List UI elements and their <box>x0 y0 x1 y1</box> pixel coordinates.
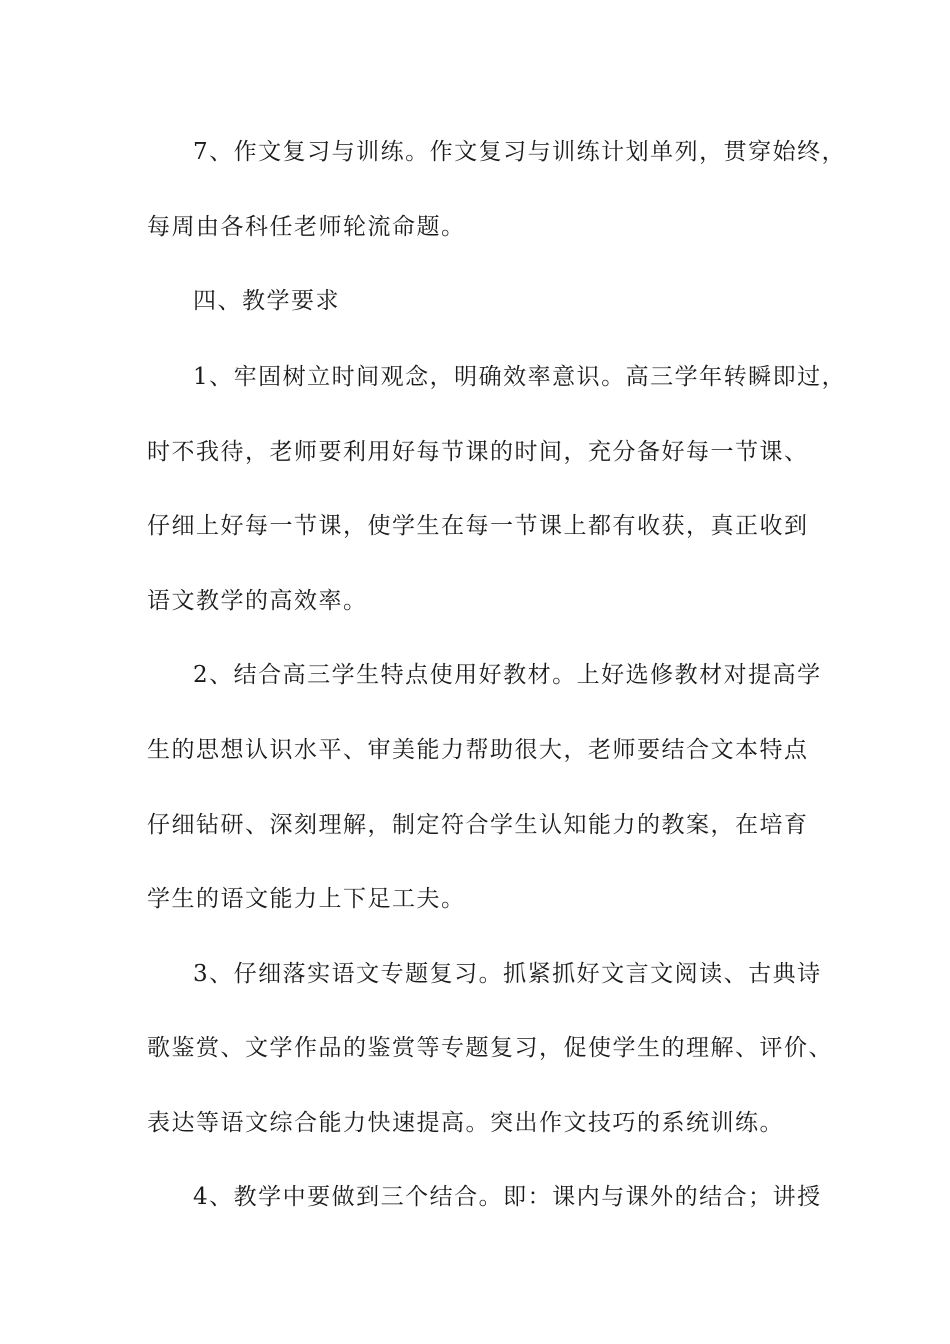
paragraph-1-line-4: 语文教学的高效率。 <box>147 588 368 614</box>
paragraph-1-line-1: 1、牢固树立时间观念，明确效率意识。高三学年转瞬即过， <box>193 364 847 390</box>
paragraph-3-line-3: 表达等语文综合能力快速提高。突出作文技巧的系统训练。 <box>147 1110 784 1136</box>
paragraph-1-line-3: 仔细上好每一节课，使学生在每一节课上都有收获，真正收到 <box>147 513 809 539</box>
paragraph-7-line-2: 每周由各科任老师轮流命题。 <box>147 214 466 240</box>
paragraph-1-line-2: 时不我待，老师要利用好每节课的时间，充分备好每一节课、 <box>147 439 809 465</box>
section-heading-teaching-requirements: 四、教学要求 <box>193 288 340 314</box>
paragraph-2-line-1: 2、结合高三学生特点使用好教材。上好选修教材对提高学 <box>193 662 822 688</box>
paragraph-3-line-2: 歌鉴赏、文学作品的鉴赏等专题复习，促使学生的理解、评价、 <box>147 1035 833 1061</box>
paragraph-4-line-1: 4、教学中要做到三个结合。即：课内与课外的结合；讲授 <box>193 1184 822 1210</box>
paragraph-3-line-1: 3、仔细落实语文专题复习。抓紧抓好文言文阅读、古典诗 <box>193 961 822 987</box>
paragraph-2-line-4: 学生的语文能力上下足工夫。 <box>147 886 466 912</box>
paragraph-2-line-2: 生的思想认识水平、审美能力帮助很大，老师要结合文本特点 <box>147 737 809 763</box>
paragraph-7-line-1: 7、作文复习与训练。作文复习与训练计划单列，贯穿始终， <box>193 139 847 165</box>
paragraph-2-line-3: 仔细钻研、深刻理解，制定符合学生认知能力的教案，在培育 <box>147 812 809 838</box>
